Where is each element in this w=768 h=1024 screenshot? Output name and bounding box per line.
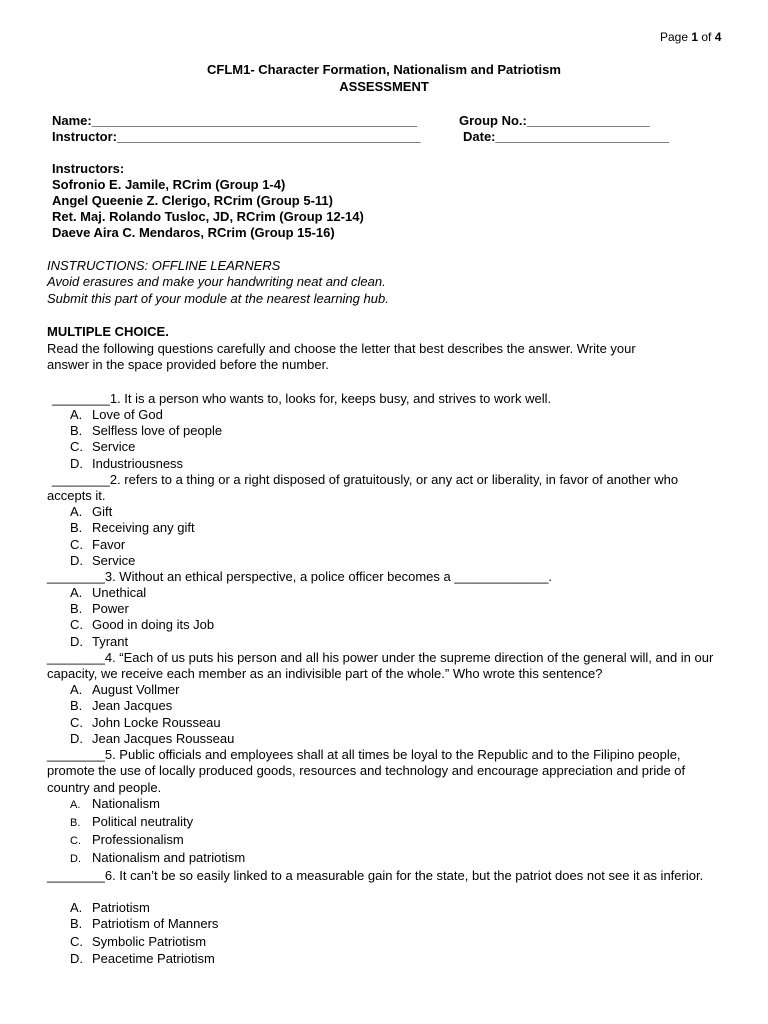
option-letter: C. (70, 537, 83, 552)
question-6: ________6. It can’t be so easily linked to a measurable gain for the state, but the patriot does not see it as inferior. (47, 868, 704, 883)
option (70, 456, 183, 472)
option (70, 916, 218, 932)
option-text: Favor (92, 537, 126, 552)
option (70, 634, 128, 650)
option-text: Unethical (92, 585, 147, 600)
document-subtitle: ASSESSMENT (339, 79, 429, 94)
option (70, 951, 215, 967)
name-field[interactable]: Name:_____________________________________________ (52, 113, 418, 128)
instructor-field[interactable]: Instructor:__________________________________________ (52, 129, 421, 144)
option (70, 832, 184, 849)
instructions-heading: INSTRUCTIONS: OFFLINE LEARNERS (47, 258, 281, 273)
option-text: Peacetime Patriotism (92, 951, 215, 966)
option-text: Service (92, 553, 136, 568)
option-letter: B. (70, 423, 83, 438)
option-letter: D. (70, 634, 83, 649)
option (70, 504, 112, 520)
option-letter: B. (70, 817, 81, 829)
instructors-heading: Instructors: (52, 161, 125, 176)
page-current: 1 (691, 30, 699, 44)
option-letter: B. (70, 520, 83, 535)
option (70, 537, 125, 553)
instructions-line: Submit this part of your module at the nearest learning hub. (47, 291, 389, 306)
option-letter: A. (70, 682, 83, 697)
option (70, 585, 146, 601)
option-text: John Locke Rousseau (92, 715, 221, 730)
option-letter: D. (70, 553, 83, 568)
option-text: Selfless love of people (92, 423, 223, 438)
option (70, 934, 206, 950)
page-label: Page (660, 30, 692, 44)
option-text: Power (92, 601, 129, 616)
option-text: Political neutrality (92, 814, 194, 829)
option-text: Jean Jacques Rousseau (92, 731, 235, 746)
option (70, 715, 221, 731)
option-text: Gift (92, 504, 113, 519)
option-letter: C. (70, 715, 83, 730)
option-letter: A. (70, 585, 83, 600)
group-field[interactable]: Group No.:_________________ (459, 113, 650, 128)
option-letter: A. (70, 504, 83, 519)
instructions-line: Avoid erasures and make your handwriting neat and clean. (47, 274, 386, 289)
option-text: Nationalism and patriotism (92, 850, 246, 865)
option-letter: C. (70, 439, 83, 454)
option-letter: A. (70, 799, 81, 811)
page-of: of (698, 30, 715, 44)
option-text: Jean Jacques (92, 698, 173, 713)
question-4: ________4. “Each of us puts his person and all his power under the supreme direction of the general will, and in our capacity, we receive each member as an indivisible part of the whole.” Who wrote this sentence? (47, 650, 714, 682)
option-text: Receiving any gift (92, 520, 195, 535)
option-letter: B. (70, 698, 83, 713)
section-heading: MULTIPLE CHOICE. (47, 324, 169, 339)
page-total: 4 (714, 30, 722, 44)
option-letter: D. (70, 951, 83, 966)
option-text: Professionalism (92, 832, 184, 847)
option-letter: B. (70, 601, 83, 616)
instructor-item: Daeve Aira C. Mendaros, RCrim (Group 15-16) (52, 225, 335, 240)
option (70, 617, 214, 633)
date-field[interactable]: Date:________________________ (463, 129, 670, 144)
question-1: ________1. It is a person who wants to, looks for, keeps busy, and strives to work well. (52, 391, 552, 406)
option-text: Love of God (92, 407, 163, 422)
option-text: August Vollmer (92, 682, 180, 697)
option (70, 731, 234, 747)
instructor-item: Angel Queenie Z. Clerigo, RCrim (Group 5-11) (52, 193, 333, 208)
option-text: Patriotism of Manners (92, 916, 219, 931)
option (70, 796, 160, 813)
option-letter: C. (70, 617, 83, 632)
instructor-item: Sofronio E. Jamile, RCrim (Group 1-4) (52, 177, 286, 192)
option-text: Industriousness (92, 456, 184, 471)
option-text: Symbolic Patriotism (92, 934, 207, 949)
option-letter: D. (70, 456, 83, 471)
option-letter: A. (70, 900, 83, 915)
option-text: Tyrant (92, 634, 129, 649)
option-letter: C. (70, 835, 81, 847)
option (70, 900, 150, 916)
option (70, 423, 222, 439)
option (70, 850, 245, 867)
option-letter: B. (70, 916, 83, 931)
option (70, 407, 163, 423)
option (70, 601, 129, 617)
option (70, 814, 193, 831)
option-text: Nationalism (92, 796, 160, 811)
option-text: Good in doing its Job (92, 617, 215, 632)
option (70, 698, 172, 714)
page-number (660, 30, 721, 44)
option-text: Patriotism (92, 900, 150, 915)
question-3: ________3. Without an ethical perspective, a police officer becomes a _____________. (47, 569, 552, 584)
option (70, 520, 195, 536)
instructor-item: Ret. Maj. Rolando Tusloc, JD, RCrim (Group 12-14) (52, 209, 364, 224)
section-description: answer in the space provided before the number. (47, 357, 329, 372)
section-description: Read the following questions carefully and choose the letter that best describes the answer. Write your (47, 341, 636, 356)
option-letter: A. (70, 407, 83, 422)
option (70, 553, 135, 569)
document-title: CFLM1- Character Formation, Nationalism and Patriotism (207, 62, 561, 77)
option-text: Service (92, 439, 136, 454)
option (70, 439, 135, 455)
option-letter: C. (70, 934, 83, 949)
option-letter: D. (70, 853, 81, 865)
option-letter: D. (70, 731, 83, 746)
option (70, 682, 179, 698)
question-2: ________2. refers to a thing or a right disposed of gratuitously, or any act or liberality, in favor of another who accepts it. (47, 472, 679, 504)
question-5: ________5. Public officials and employees shall at all times be loyal to the Republic and to the Filipino people, promote the use of locally produced goods, resources and technology and encourage appreciation and pride of country and people. (47, 747, 686, 795)
